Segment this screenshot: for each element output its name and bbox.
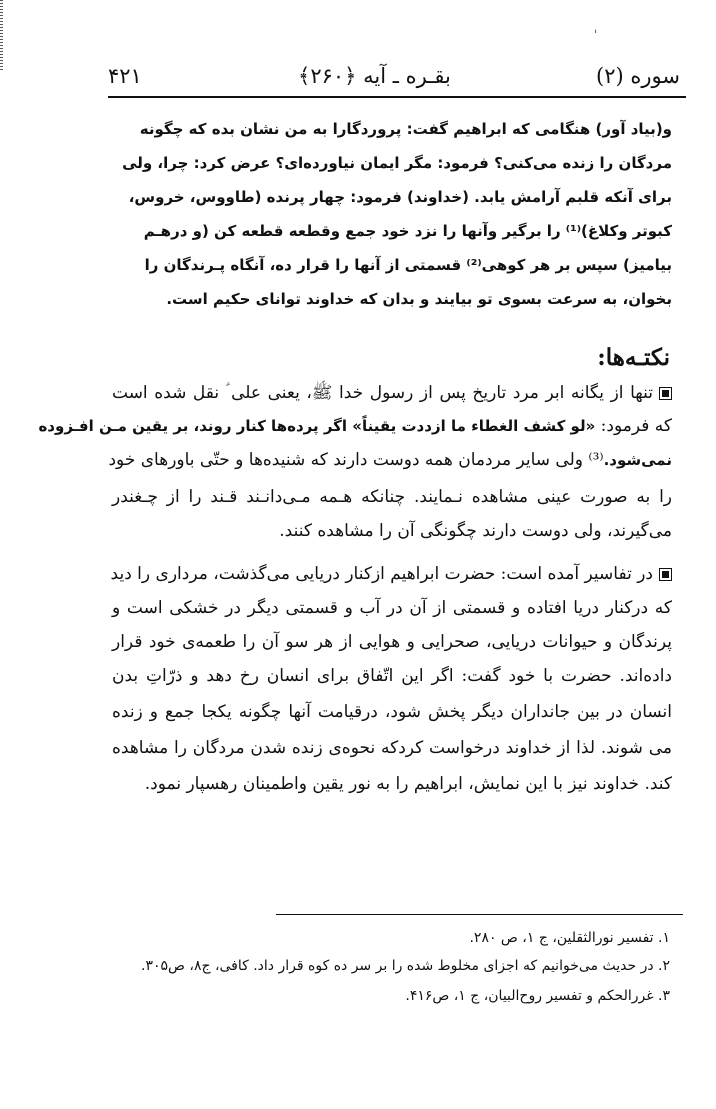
translation-line: بیامیز) سپس بر هر کوهی⁽²⁾ قسمتی از آنها را قرار ده، آنگاه پـرندگان را [144,256,672,274]
scan-tick-mark: ˌ [594,20,598,34]
translation-line: مردگان را زنده می‌کنی؟ فرمود: مگر ایمان نیاورده‌ای؟ عرض کرد: چرا، ولی [122,154,672,172]
note1-line: را به صورت عینی مشاهده نـمایند. چنانکه هـمه مـی‌دانـند قـند را از چـغندر [112,487,672,507]
translation-line: و(بیاد آور) هنگامی که ابراهیم گفت: پروردگارا به من نشان بده که چگونه [139,120,672,138]
translation-line: برای آنکه قلبم آرامش یابد. (خداوند) فرمود: چهار پرنده (طاووس، خروس، [128,188,672,206]
note2-line: در تفاسیر آمده است: حضرت ابراهیم ازکنار دریایی می‌گذشت، مرداری را دید [112,564,672,584]
arabic-quote: «لو کشف الغطاء ما ازددت یقیناً» [352,417,596,435]
bullet-square-icon [659,387,672,400]
note1-line: نمی‌شود.⁽³⁾ ولی سایر مردمان همه دوست دارند که شنیده‌ها و حتّی باورهای خود [108,450,672,470]
header-divider [108,96,686,98]
note2-line: که درکنار دریا افتاده و قسمتی از آن در آب و قسمتی دیگر در خشکی است و [112,598,672,618]
note2-line: کند. خداوند نیز با این نمایش، ابراهیم را به نور یقین واطمینان رهسپار نمود. [144,774,672,794]
note2-line: می شوند. لذا از خداوند درخواست کردکه نحوه‌ی زنده شدن مردگان را مشاهده [112,738,672,758]
bullet-square-icon [659,568,672,581]
notes-heading: نکتـه‌ها: [597,344,670,371]
note1-line: که فرمود: «لو کشف الغطاء ما ازددت یقیناً» اگر پرده‌ها کنار روند، بر یقین مـن افـزوده [38,416,672,436]
surah-label: سوره (۲) [596,64,680,88]
note2-line: پرندگان و حیوانات دریایی، صحرایی و هوایی از هر سو آن را طعمه‌ی خود قرار [112,632,672,652]
translation-line: بخوان، به سرعت بسوی تو بیایند و بدان که خداوند توانای حکیم است. [166,290,672,308]
note1-line: تنها از یگانه ابر مرد تاریخ پس از رسول خدا ﷺ، یعنی علی ؑ نقل شده است [112,382,672,407]
translation-line: کبوتر وکلاغ)⁽¹⁾ را برگیر وآنها را نزد خود جمع وقطعه قطعه کن (و درهـم [143,222,672,240]
footnote-divider [276,914,683,915]
footnote: ۳. غررالحکم و تفسیر روح‌البیان، ج ۱، ص۴۱۶. [405,988,670,1004]
page-number: ۴۲۱ [108,64,142,88]
page-header [108,60,686,94]
footnote: ۱. تفسیر نورالثقلین، ج ۱، ص ۲۸۰. [469,930,670,946]
scan-edge-marks [0,0,3,70]
note2-line: انسان در بین جانداران دیگر پخش شود، درقیامت آنها چگونه یکجا جمع و زنده [112,702,672,722]
note2-line: داده‌اند. حضرت با خود گفت: اگر این اتّفاق برای انسان رخ دهد و ذرّاتِ بدن [112,666,672,686]
footnote: ۲. در حدیث می‌خوانیم که اجزای مخلوط شده را بر سر ده کوه قرار داد. کافی، ج۸، ص۳۰۵. [141,958,670,974]
note1-line: می‌گیرند، ولی دوست دارند چگونگی آن را مشاهده کنند. [279,521,672,541]
surah-verse-title: بقـره ـ آیه ﴿۲۶۰﴾ [298,64,451,88]
